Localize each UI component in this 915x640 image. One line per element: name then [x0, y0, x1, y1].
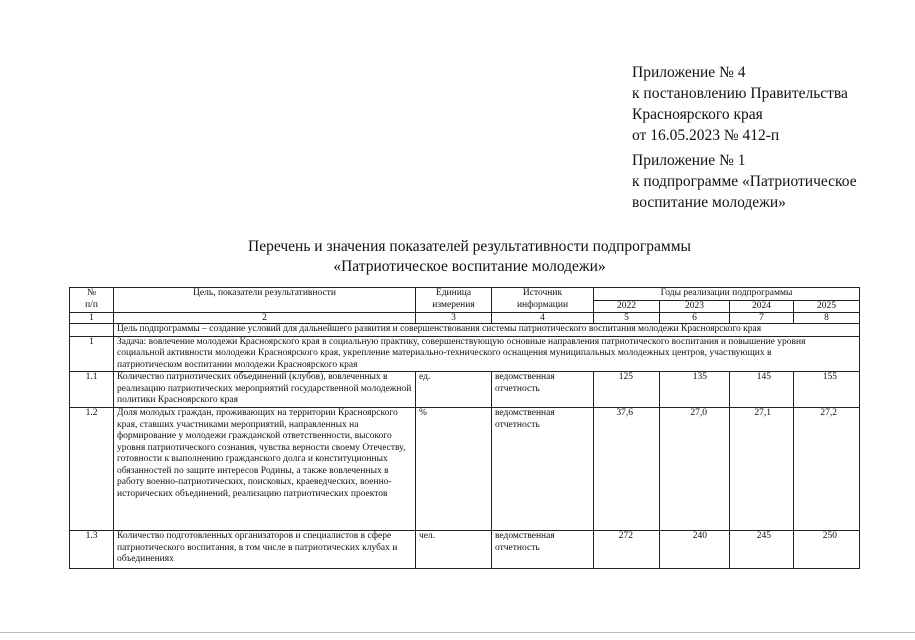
column-number: 6 — [660, 313, 730, 324]
row-value: 272 — [594, 531, 660, 569]
row-num: 1.1 — [70, 372, 114, 408]
row-value: 135 — [660, 372, 730, 408]
appendix-4-line: Приложение № 4 — [632, 64, 746, 81]
column-number: 4 — [492, 313, 594, 324]
table-row — [70, 372, 860, 408]
column-number: 2 — [114, 313, 416, 324]
appendix-1-line: воспитание молодежи» — [632, 194, 786, 211]
row-unit: % — [416, 408, 492, 531]
row-num: 1.3 — [70, 531, 114, 569]
header-year: 2024 — [730, 300, 794, 313]
row-value: 27,2 — [794, 408, 860, 531]
task-num: 1 — [70, 336, 114, 372]
row-unit: чел. — [416, 531, 492, 569]
scan-edge-line — [0, 632, 915, 633]
row-num: 1.2 — [70, 408, 114, 531]
appendix-4-line: к постановлению Правительства — [632, 85, 848, 102]
header-num: № п/п — [70, 288, 114, 313]
column-number: 1 — [70, 313, 114, 324]
header-year: 2025 — [794, 300, 860, 313]
row-indicator: Количество подготовленных организаторов и специалистов в сфере патриотического воспитания, в том числе в патриотических клубах и объединениях — [114, 531, 416, 569]
header-years-group: Годы реализации подпрограммы — [594, 288, 860, 301]
row-value: 27,0 — [660, 408, 730, 531]
goal-row — [70, 324, 860, 337]
column-number: 8 — [794, 313, 860, 324]
title-line-1: Перечень и значения показателей результативности подпрограммы — [248, 238, 691, 255]
header-unit: Единица измерения — [416, 288, 492, 313]
row-value: 145 — [730, 372, 794, 408]
row-value: 37,6 — [594, 408, 660, 531]
row-value: 250 — [794, 531, 860, 569]
column-numbers-row — [70, 313, 860, 324]
appendix-4-line: Красноярского края — [632, 106, 763, 123]
table-row — [70, 408, 860, 531]
indicators-table — [69, 287, 860, 569]
row-indicator: Доля молодых граждан, проживающих на территории Красноярского края, ставших участниками мероприятий, направленных на формирование у молодежи гражданской ответственности, высокого уровня патриотического сознания, чувства верности своему Отечеству, готовности к выполнению гражданского долга и конституционных обязанностей по защите интересов Родины, а также вовлеченных в работу военно-патриотических, поисковых, краеведческих, военно-исторических объединений, реализацию патриотических проектов — [114, 408, 416, 531]
appendix-1-block — [632, 150, 857, 213]
column-number: 3 — [416, 313, 492, 324]
appendix-1-line: к подпрограмме «Патриотическое — [632, 173, 857, 190]
appendix-1-line: Приложение № 1 — [632, 152, 746, 169]
task-row — [70, 336, 860, 372]
row-value: 245 — [730, 531, 794, 569]
row-source: ведомственная отчетность — [492, 372, 594, 408]
header-year: 2022 — [594, 300, 660, 313]
document-title — [0, 237, 915, 277]
header-year: 2023 — [660, 300, 730, 313]
row-unit: ед. — [416, 372, 492, 408]
goal-text: Цель подпрограммы – создание условий для дальнейшего развития и совершенствования системы патриотического воспитания молодежи Красноярского края — [114, 324, 860, 337]
row-indicator: Количество патриотических объединений (клубов), вовлеченных в реализацию патриотических мероприятий государственной молодежной политики Красноярского края — [114, 372, 416, 408]
row-value: 125 — [594, 372, 660, 408]
goal-row-empty — [70, 324, 114, 337]
header-source: Источник информации — [492, 288, 594, 313]
row-source: ведомственная отчетность — [492, 531, 594, 569]
appendix-4-block — [632, 62, 848, 146]
appendix-4-line: от 16.05.2023 № 412-п — [632, 127, 780, 144]
row-value: 27,1 — [730, 408, 794, 531]
table-row — [70, 531, 860, 569]
task-text: Задача: вовлечение молодежи Красноярского края в социальную практику, совершенствующую основные направления патриотического воспитания и повышение уровня социальной активности молодежи Красноярского края, укрепление материально-технического оснащения муниципальных молодежных центров, участвующих в патриотическом воспитании молодежи Красноярского края — [114, 336, 860, 372]
row-value: 240 — [660, 531, 730, 569]
column-number: 5 — [594, 313, 660, 324]
title-line-2: «Патриотическое воспитание молодежи» — [333, 258, 606, 275]
table-header-row — [70, 288, 860, 301]
column-number: 7 — [730, 313, 794, 324]
row-source: ведомственная отчетность — [492, 408, 594, 531]
header-goal: Цель, показатели результативности — [114, 288, 416, 313]
row-value: 155 — [794, 372, 860, 408]
